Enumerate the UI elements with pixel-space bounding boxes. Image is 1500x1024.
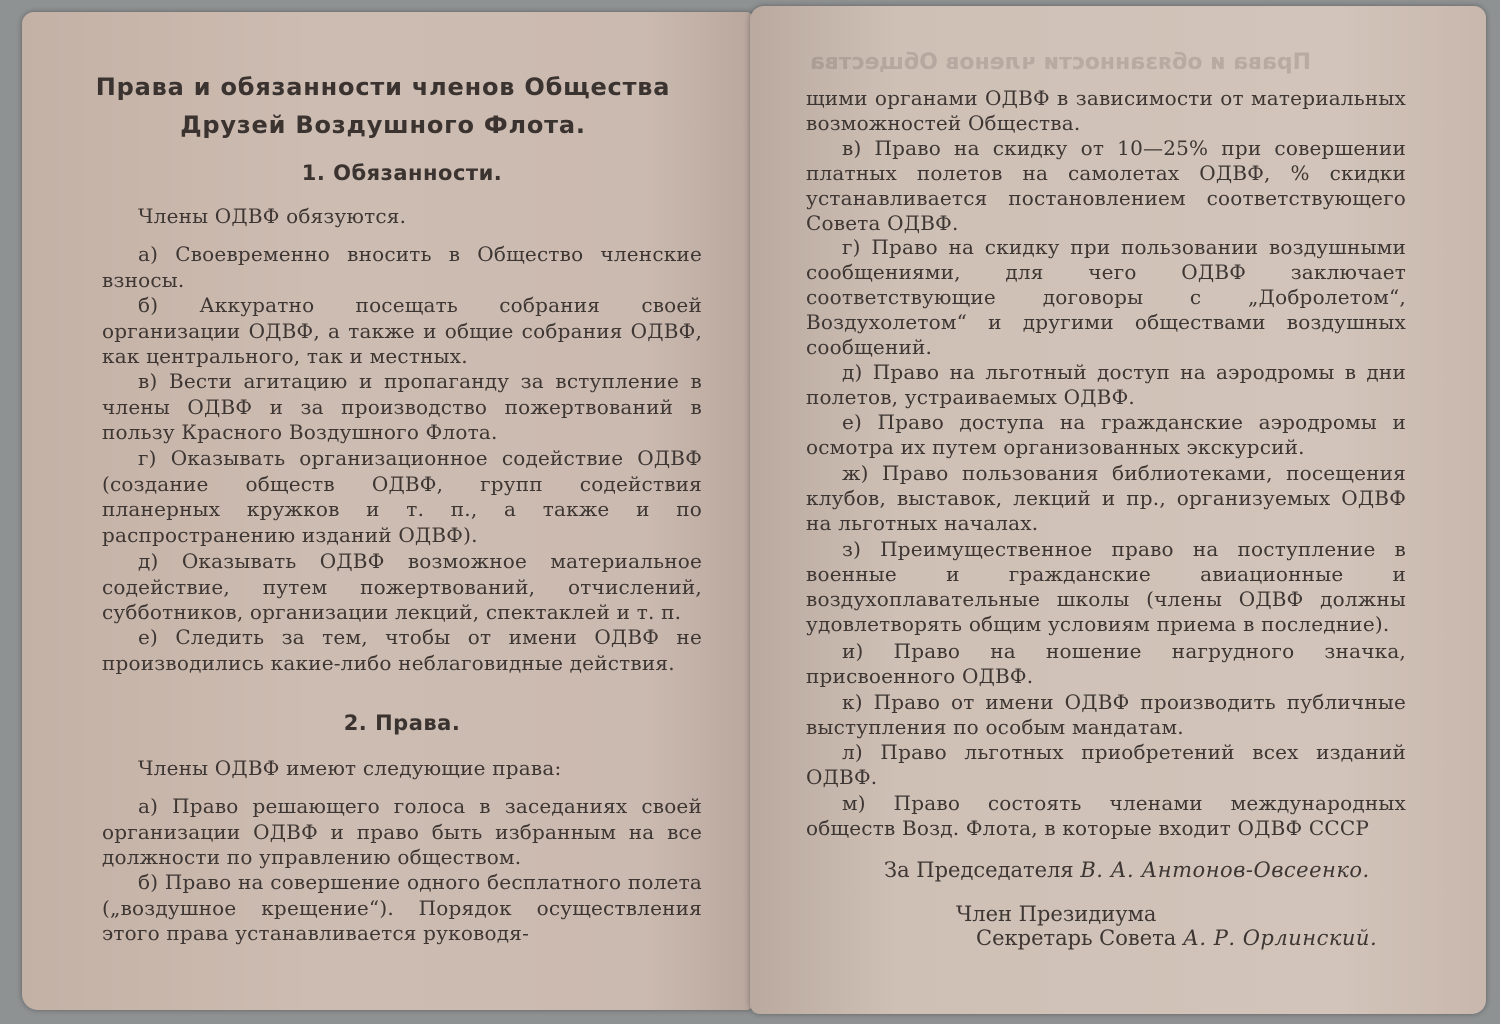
duties-intro: Члены ОДВФ обязуются.: [138, 204, 407, 228]
bleed-through-text: Права и обязанности членов Общества: [810, 50, 1312, 75]
right-item-m: м) Право состоять членами международных обществ Возд. Флота, в которые входит ОДВФ СССР: [806, 791, 1406, 840]
signature-chairman: [884, 858, 1370, 882]
duty-item-g: г) Оказывать организационное содействие ОДВФ (создание обществ ОДВФ, групп содействия планерных кружков и т. п., а также и по распространению изданий ОДВФ).: [102, 446, 702, 547]
right-item-e: е) Право доступа на гражданские аэродромы и осмотра их путем организованных экскурсий.: [806, 410, 1406, 459]
right-item-d: д) Право на льготный доступ на аэродромы в дни полетов, устраиваемых ОДВФ.: [806, 360, 1406, 409]
rights-continuation: щими органами ОДВФ в зависимости от материальных возможностей Общества.: [806, 86, 1406, 135]
signature-secretary: [976, 926, 1377, 950]
right-item-b: б) Право на совершение одного бесплатного полета („воздушное крещение“). Порядок осуществления этого права устанавливается руководя-: [102, 870, 702, 945]
right-item-g: г) Право на скидку при пользовании воздушными сообщениями, для чего ОДВФ заключает соответствующие договоры с „Добролетом“, Воздухолетом“ и другими обществами воздушных сообщений.: [806, 235, 1406, 359]
duty-item-b: б) Аккуратно посещать собрания своей организации ОДВФ, а также и общие собрания ОДВФ, как центрального, так и местных.: [102, 293, 702, 368]
right-item-l: л) Право льготных приобретений всех изданий ОДВФ.: [806, 740, 1406, 789]
rights-intro: Члены ОДВФ имеют следующие права:: [138, 756, 562, 780]
duty-item-e: е) Следить за тем, чтобы от имени ОДВФ не производились какие-либо неблаговидные действия.: [102, 625, 702, 675]
duty-item-d: д) Оказывать ОДВФ возможное материальное содействие, путем пожертвований, отчислений, субботников, организации лекций, спектаклей и т. п.: [102, 549, 702, 624]
section-heading-rights: 2. Права.: [343, 711, 461, 735]
signature-chairman-name: В. А. Антонов-Овсеенко.: [1080, 858, 1370, 882]
left-page: [22, 12, 754, 1010]
right-page: [750, 6, 1486, 1014]
right-item-zh: ж) Право пользования библиотеками, посещения клубов, выставок, лекций и пр., организуемых ОДВФ на льготных началах.: [806, 461, 1406, 535]
right-item-i: и) Право на ношение нагрудного значка, присвоенного ОДВФ.: [806, 639, 1406, 688]
section-heading-duties: 1. Обязанности.: [301, 161, 503, 185]
right-item-z: з) Преимущественное право на поступление в военные и гражданские авиационные и воздухоплавательные школы (члены ОДВФ должны удовлетворять общим условиям приема в последние).: [806, 537, 1406, 636]
duty-item-a: а) Своевременно вносить в Общество членские взносы.: [102, 242, 702, 292]
right-item-k: к) Право от имени ОДВФ производить публичные выступления по особым мандатам.: [806, 690, 1406, 739]
right-item-a: а) Право решающего голоса в заседаниях своей организации ОДВФ и право быть избранным на все должности по управлению обществом.: [102, 794, 702, 869]
signature-chairman-label: За Председателя: [884, 858, 1074, 882]
duty-item-v: в) Вести агитацию и пропаганду за вступление в члены ОДВФ и за производство пожертвований в пользу Красного Воздушного Флота.: [102, 369, 702, 444]
page-title: Права и обязанности членов Общества Друзей Воздушного Флота.: [95, 73, 671, 139]
signature-secretary-label: Секретарь Совета: [976, 926, 1177, 950]
signature-secretary-title: Член Президиума: [956, 902, 1157, 926]
signature-secretary-name: А. Р. Орлинский.: [1182, 926, 1378, 950]
right-item-v: в) Право на скидку от 10—25% при совершении платных полетов на самолетах ОДВФ, % скидки устанавливается постановлением соответствующего Совета ОДВФ.: [806, 136, 1406, 235]
